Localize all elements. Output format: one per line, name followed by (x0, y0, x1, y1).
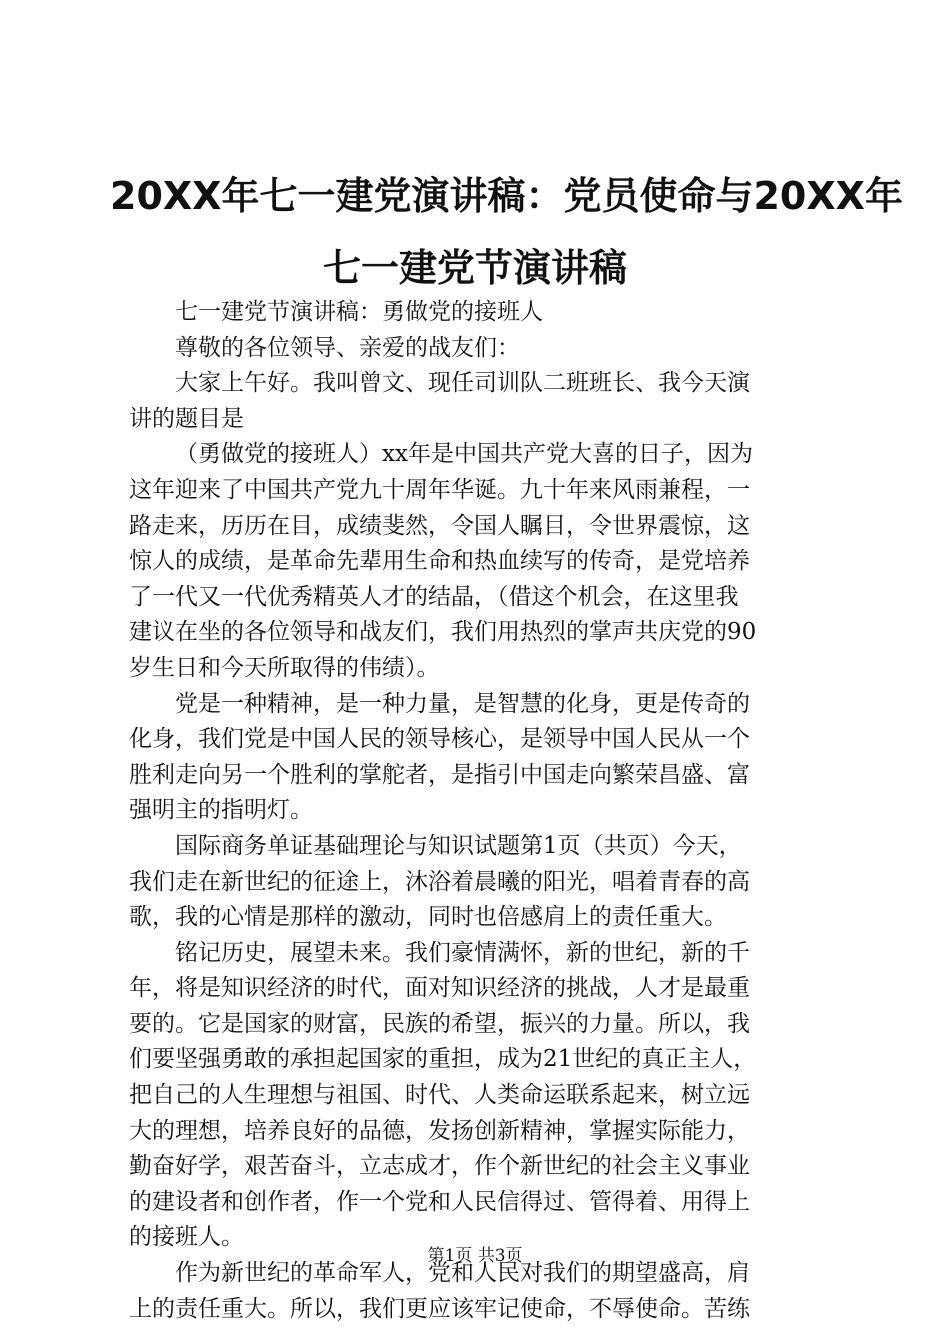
text-line: 大的理想，培养良好的品德，发扬创新精神，掌握实际能力， (129, 1117, 750, 1144)
text-line: 勤奋好学，艰苦奋斗，立志成才，作个新世纪的社会主义事业 (129, 1153, 750, 1180)
text-line: 了一代又一代优秀精英人才的结晶，（借这个机会，在这里我 (129, 583, 739, 610)
document-title (110, 160, 903, 304)
paragraph (129, 295, 833, 331)
paragraph (129, 829, 833, 936)
text-line: （勇做党的接班人）xx年是中国共产党大喜的日子，因为 (175, 441, 753, 468)
text-line: 七一建党节演讲稿：勇做党的接班人 (175, 299, 543, 325)
text-line: 把自己的人生理想与祖国、时代、人类命运联系起来，树立远 (129, 1082, 750, 1109)
title-line: 20XX年七一建党演讲稿：党员使命与20XX年 (110, 174, 903, 218)
text-line: 我们走在新世纪的征途上，沐浴着晨曦的阳光，唱着青春的高 (129, 868, 750, 895)
text-line: 化身，我们党是中国人民的领导核心，是领导中国人民从一个 (129, 726, 750, 753)
text-line: 岁生日和今天所取得的伟绩）。 (129, 654, 440, 681)
text-line: 作为新世纪的革命军人，党和人民对我们的期望盛高，肩 (175, 1260, 750, 1287)
text-line: 上的责任重大。所以，我们更应该牢记使命，不辱使命。苦练 (129, 1295, 750, 1322)
paragraph (129, 936, 833, 1256)
text-line: 歌，我的心情是那样的激动，同时也倍感肩上的责任重大。 (129, 904, 727, 931)
title-line: 七一建党节演讲稿 (322, 246, 627, 290)
page-footer: 第1页 共3页 (427, 1246, 523, 1266)
text-line: 强明主的指明灯。 (129, 797, 313, 824)
text-line: 的接班人。 (129, 1224, 244, 1251)
paragraph (129, 331, 833, 367)
text-line: 年，将是知识经济的时代，面对知识经济的挑战，人才是最重 (129, 975, 750, 1002)
text-line: 要的。它是国家的财富，民族的希望，振兴的力量。所以，我 (129, 1010, 750, 1037)
text-line: 国际商务单证基础理论与知识试题第1页（共页）今天， (175, 832, 742, 859)
text-line: 建议在坐的各位领导和战友们，我们用热烈的掌声共庆党的90 (129, 619, 757, 646)
paragraph (129, 687, 833, 829)
text-line: 尊敬的各位领导、亲爱的战友们： (175, 334, 520, 361)
text-line: 大家上午好。我叫曾文、现任司训队二班班长、我今天演 (175, 370, 750, 397)
text-line: 的建设者和创作者，作一个党和人民信得过、管得着、用得上 (129, 1188, 750, 1215)
paragraph (129, 437, 833, 686)
document-body (129, 295, 833, 1327)
text-line: 惊人的成绩，是革命先辈用生命和热血续写的传奇，是党培养 (129, 548, 750, 575)
paragraph (129, 366, 833, 437)
text-line: 路走来，历历在目，成绩斐然，令国人瞩目，令世界震惊，这 (129, 512, 750, 539)
text-line: 党是一种精神，是一种力量，是智慧的化身，更是传奇的 (175, 690, 750, 717)
text-line: 讲的题目是 (129, 405, 244, 432)
text-line: 胜利走向另一个胜利的掌舵者，是指引中国走向繁荣昌盛、富 (129, 761, 750, 788)
text-line: 这年迎来了中国共产党九十周年华诞。九十年来风雨兼程，一 (129, 476, 750, 503)
text-line: 们要坚强勇敢的承担起国家的重担，成为21世纪的真正主人， (129, 1046, 757, 1073)
text-line: 铭记历史，展望未来。我们豪情满怀，新的世纪，新的千 (175, 939, 750, 966)
